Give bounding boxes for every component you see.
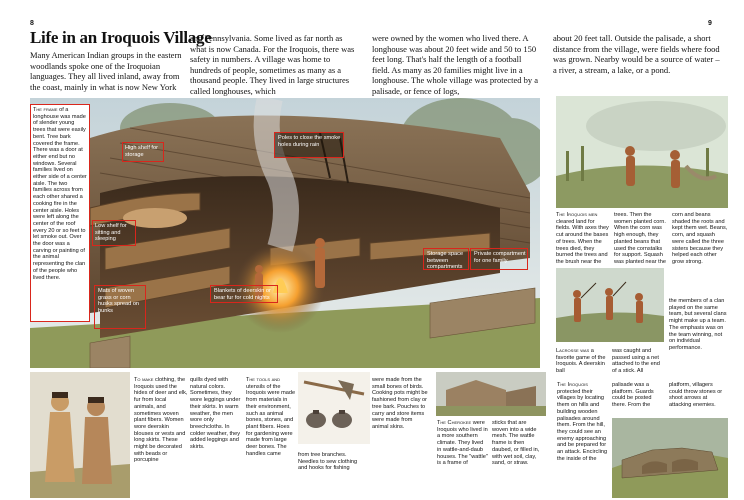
frame-caption (30, 104, 90, 322)
frame-caption-text (33, 107, 87, 281)
tools-text-lead: The tools and (246, 377, 281, 383)
palisade-drawing (612, 418, 728, 498)
callout-blankets-text: Blankets of deerskin or bear fur for cold nights (214, 288, 271, 301)
callout-private (470, 248, 528, 270)
callout-poles (274, 132, 344, 158)
longhouse-illustration (30, 98, 540, 368)
palisade-text-col-1 (557, 382, 609, 462)
callout-blankets (210, 285, 278, 303)
page-number-left: 8 (30, 20, 34, 27)
intro-col-1: Many American Indian groups in the eastern woodlands spoke one of the Iroquoian languages. They all lived inland, away from the coast, mainly in what is now New York (30, 50, 182, 92)
lacrosse-text-lead: Lacrosse was (556, 348, 590, 354)
farming-text-col-2: trees. Then the women planted corn. When the corn was high enough, they planted beans that used the cornstalks for support. Squash was planted near the (614, 212, 666, 265)
callout-storage-space (423, 248, 469, 270)
cherokee-illustration (436, 372, 546, 416)
callout-poles-text: Poles to close the smoke holes during rain (278, 135, 341, 148)
page-number-right: 9 (708, 20, 712, 27)
lacrosse-illustration (556, 268, 664, 342)
callout-storage-space-text: Storage space between compartments (427, 251, 464, 271)
farming-illustration (556, 96, 728, 208)
farming-drawing (556, 96, 728, 208)
palisade-text-col-3: platform, villagers could throw stones or shoot arrows at attacking enemies. (669, 382, 723, 409)
clothing-text-lead: To make (134, 377, 154, 383)
frame-caption-body: of a longhouse was made of slender young trees that were easily bent. Tree bark covered the frame. There was a door at either end but no windows. Several families lived on either side of a center aisle. The two families across from each other shared a cooking fire in the center aisle. Holes were left along the center of the roof every 20 or so feet to let smoke out. Over the door was a carving or painting of the animal representing the clan of the people who lived there. (33, 107, 87, 281)
intro-col-4: about 20 feet tall. Outside the palisade, a short distance from the village, were fields where food was grown. Nearby would be a source of water – a river, a stream, a lake, or a pond. (553, 33, 720, 75)
callout-mats-text: Mats of woven grass or corn husks spread on bunks (98, 288, 140, 314)
cherokee-text-lead: The Cherokee (437, 420, 472, 426)
clothing-drawing (30, 372, 130, 498)
callout-mats (94, 285, 146, 329)
palisade-illustration (612, 418, 728, 498)
clothing-illustration (30, 372, 130, 498)
lacrosse-text-col-3: the members of a clan played on the same team, but several clans might make up a team. The emphasis was on the team winning, not on individual performance. (669, 298, 727, 351)
callout-low-shelf-text: Low shelf for sitting and sleeping (95, 223, 127, 243)
farming-text-lead: The Iroquois men (556, 212, 598, 218)
callout-private-text: Private compartment for one family (474, 251, 526, 264)
clothing-text-body-1: clothing, the Iroquois used the hides of deer and elk, fur from local animals, and sometimes woven plant fibers. Women wore deerskin blouses or vests and long skirts. These might be decorated with beads or porcupine (134, 377, 188, 464)
palisade-text-lead: The Iroquois (557, 382, 588, 388)
frame-caption-lead: The frame (33, 107, 58, 113)
cherokee-text-col-2: sticks that are woven into a wide mesh. The wattle frame is then daubed, or filled in, with wet soil, clay, sand, or straw. (492, 420, 540, 467)
farming-text-col-3: corn and beans shaded the roots and kept them wet. Beans, corn, and squash were called the three sisters because they helped each other grow strong. (672, 212, 728, 265)
clothing-text-col-1 (134, 377, 188, 464)
farming-text-col-1 (556, 212, 610, 266)
tools-text-body-1: utensils of the Iroquois were made from materials in their environment, such as animal bones, stones, and plant fibers. Hoes for gardening were made from large deer bones. The handles came (246, 383, 296, 457)
intro-col-2: and Pennsylvania. Some lived as far north as what is now Canada. For the Iroquois, there was safety in numbers. A village was home to hundreds of people, sometimes as many as a thousand people. They lived in large structures called longhouses, which (190, 33, 355, 96)
callout-high-shelf-text: High shelf for storage (125, 145, 158, 158)
palisade-text-col-2: palisade was a platform. Guards could be posted there. From the (612, 382, 654, 409)
cherokee-text-col-1 (437, 420, 489, 467)
intro-col-3: were owned by the women who lived there. A longhouse was about 20 feet wide and 50 to 150 feet long. That's half the length of a football field. As many as 20 families might live in a longhouse. The whole village was protected by a palisade, or fence of logs, (372, 33, 539, 96)
tools-illustration (298, 372, 370, 444)
lacrosse-text-col-1 (556, 348, 608, 375)
cherokee-drawing (436, 372, 546, 416)
palisade-text-body-1: protected their villages by locating them on hills and building wooden palisades around them. From the hill, they could see an enemy approaching and be prepared for an attack. Encircling the inside of the (557, 388, 608, 462)
callout-low-shelf (92, 220, 136, 246)
tools-drawing (298, 372, 370, 444)
lacrosse-drawing (556, 268, 664, 342)
farming-text-body-1: cleared land for fields. With axes they cut around the bases of trees. When the trees died, they burned the trees and the brush near the (556, 218, 609, 265)
clothing-text-col-2: quills dyed with natural colors. Sometimes, they wore leggings under their skirts. In warm weather, the men wore only breechcloths. In colder weather, they added leggings and skirts. (190, 377, 241, 451)
callout-high-shelf (122, 142, 164, 162)
lacrosse-text-col-2: was caught and passed using a net attached to the end of a stick. All (612, 348, 660, 375)
tools-text-col-1 (246, 377, 296, 457)
lacrosse-text-body-1: a favorite game of the Iroquois. A deerskin ball (556, 348, 606, 375)
tools-text-col-3: were made from the small bones of birds. Cooking pots might be fashioned from clay or tree bark. Pouches to carry and store items were made from animal skins. (372, 377, 428, 430)
cherokee-text-body-1: were Iroquois who lived in a more southern climate. They lived in wattle-and-daub houses. The "wattle" is a frame of (437, 420, 488, 467)
page-title: Life in an Iroquois Village (30, 28, 212, 47)
tools-text-col-2: from tree branches. Needles to sew clothing and hooks for fishing (298, 452, 358, 472)
